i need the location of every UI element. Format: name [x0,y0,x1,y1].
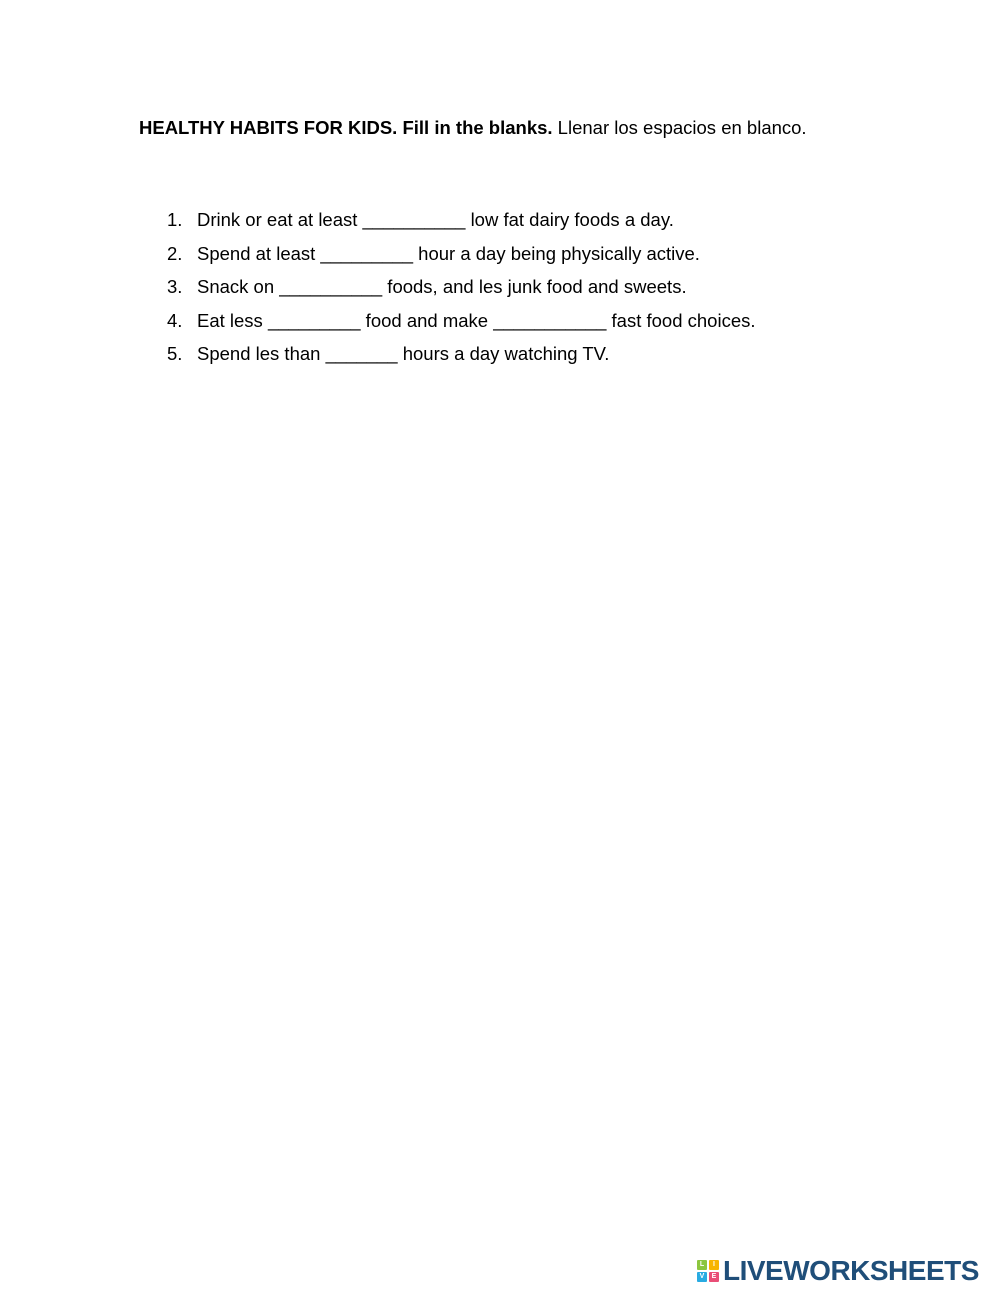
item-text: Snack on __________ foods, and les junk food and sweets. [197,276,687,298]
list-item [167,275,756,309]
item-text: Spend at least _________ hour a day being physically active. [197,242,700,264]
item-number: 5. [167,343,183,365]
worksheet-title [139,116,807,140]
item-number: 4. [167,309,183,331]
item-number: 3. [167,276,183,298]
logo-text: LIVEWORKSHEETS [723,1255,979,1286]
item-text: Spend les than _______ hours a day watching TV. [197,343,610,365]
item-text: Eat less _________ food and make ___________ fast food choices. [197,309,756,331]
list-item [167,342,756,376]
liveworksheets-logo [697,1256,979,1286]
title-regular: Llenar los espacios en blanco. [552,117,807,138]
list-item [167,208,756,242]
item-text: Drink or eat at least __________ low fat dairy foods a day. [197,209,674,230]
title-bold: HEALTHY HABITS FOR KIDS. Fill in the blanks. [139,117,553,138]
item-number: 2. [167,242,183,264]
logo-block: I [709,1260,719,1270]
logo-blocks-icon [697,1260,719,1282]
logo-block: V [697,1272,707,1282]
item-number: 1. [167,209,183,230]
question-list [167,208,756,376]
logo-block: E [709,1272,719,1282]
list-item [167,242,756,276]
logo-block: L [697,1260,707,1270]
list-item [167,309,756,343]
